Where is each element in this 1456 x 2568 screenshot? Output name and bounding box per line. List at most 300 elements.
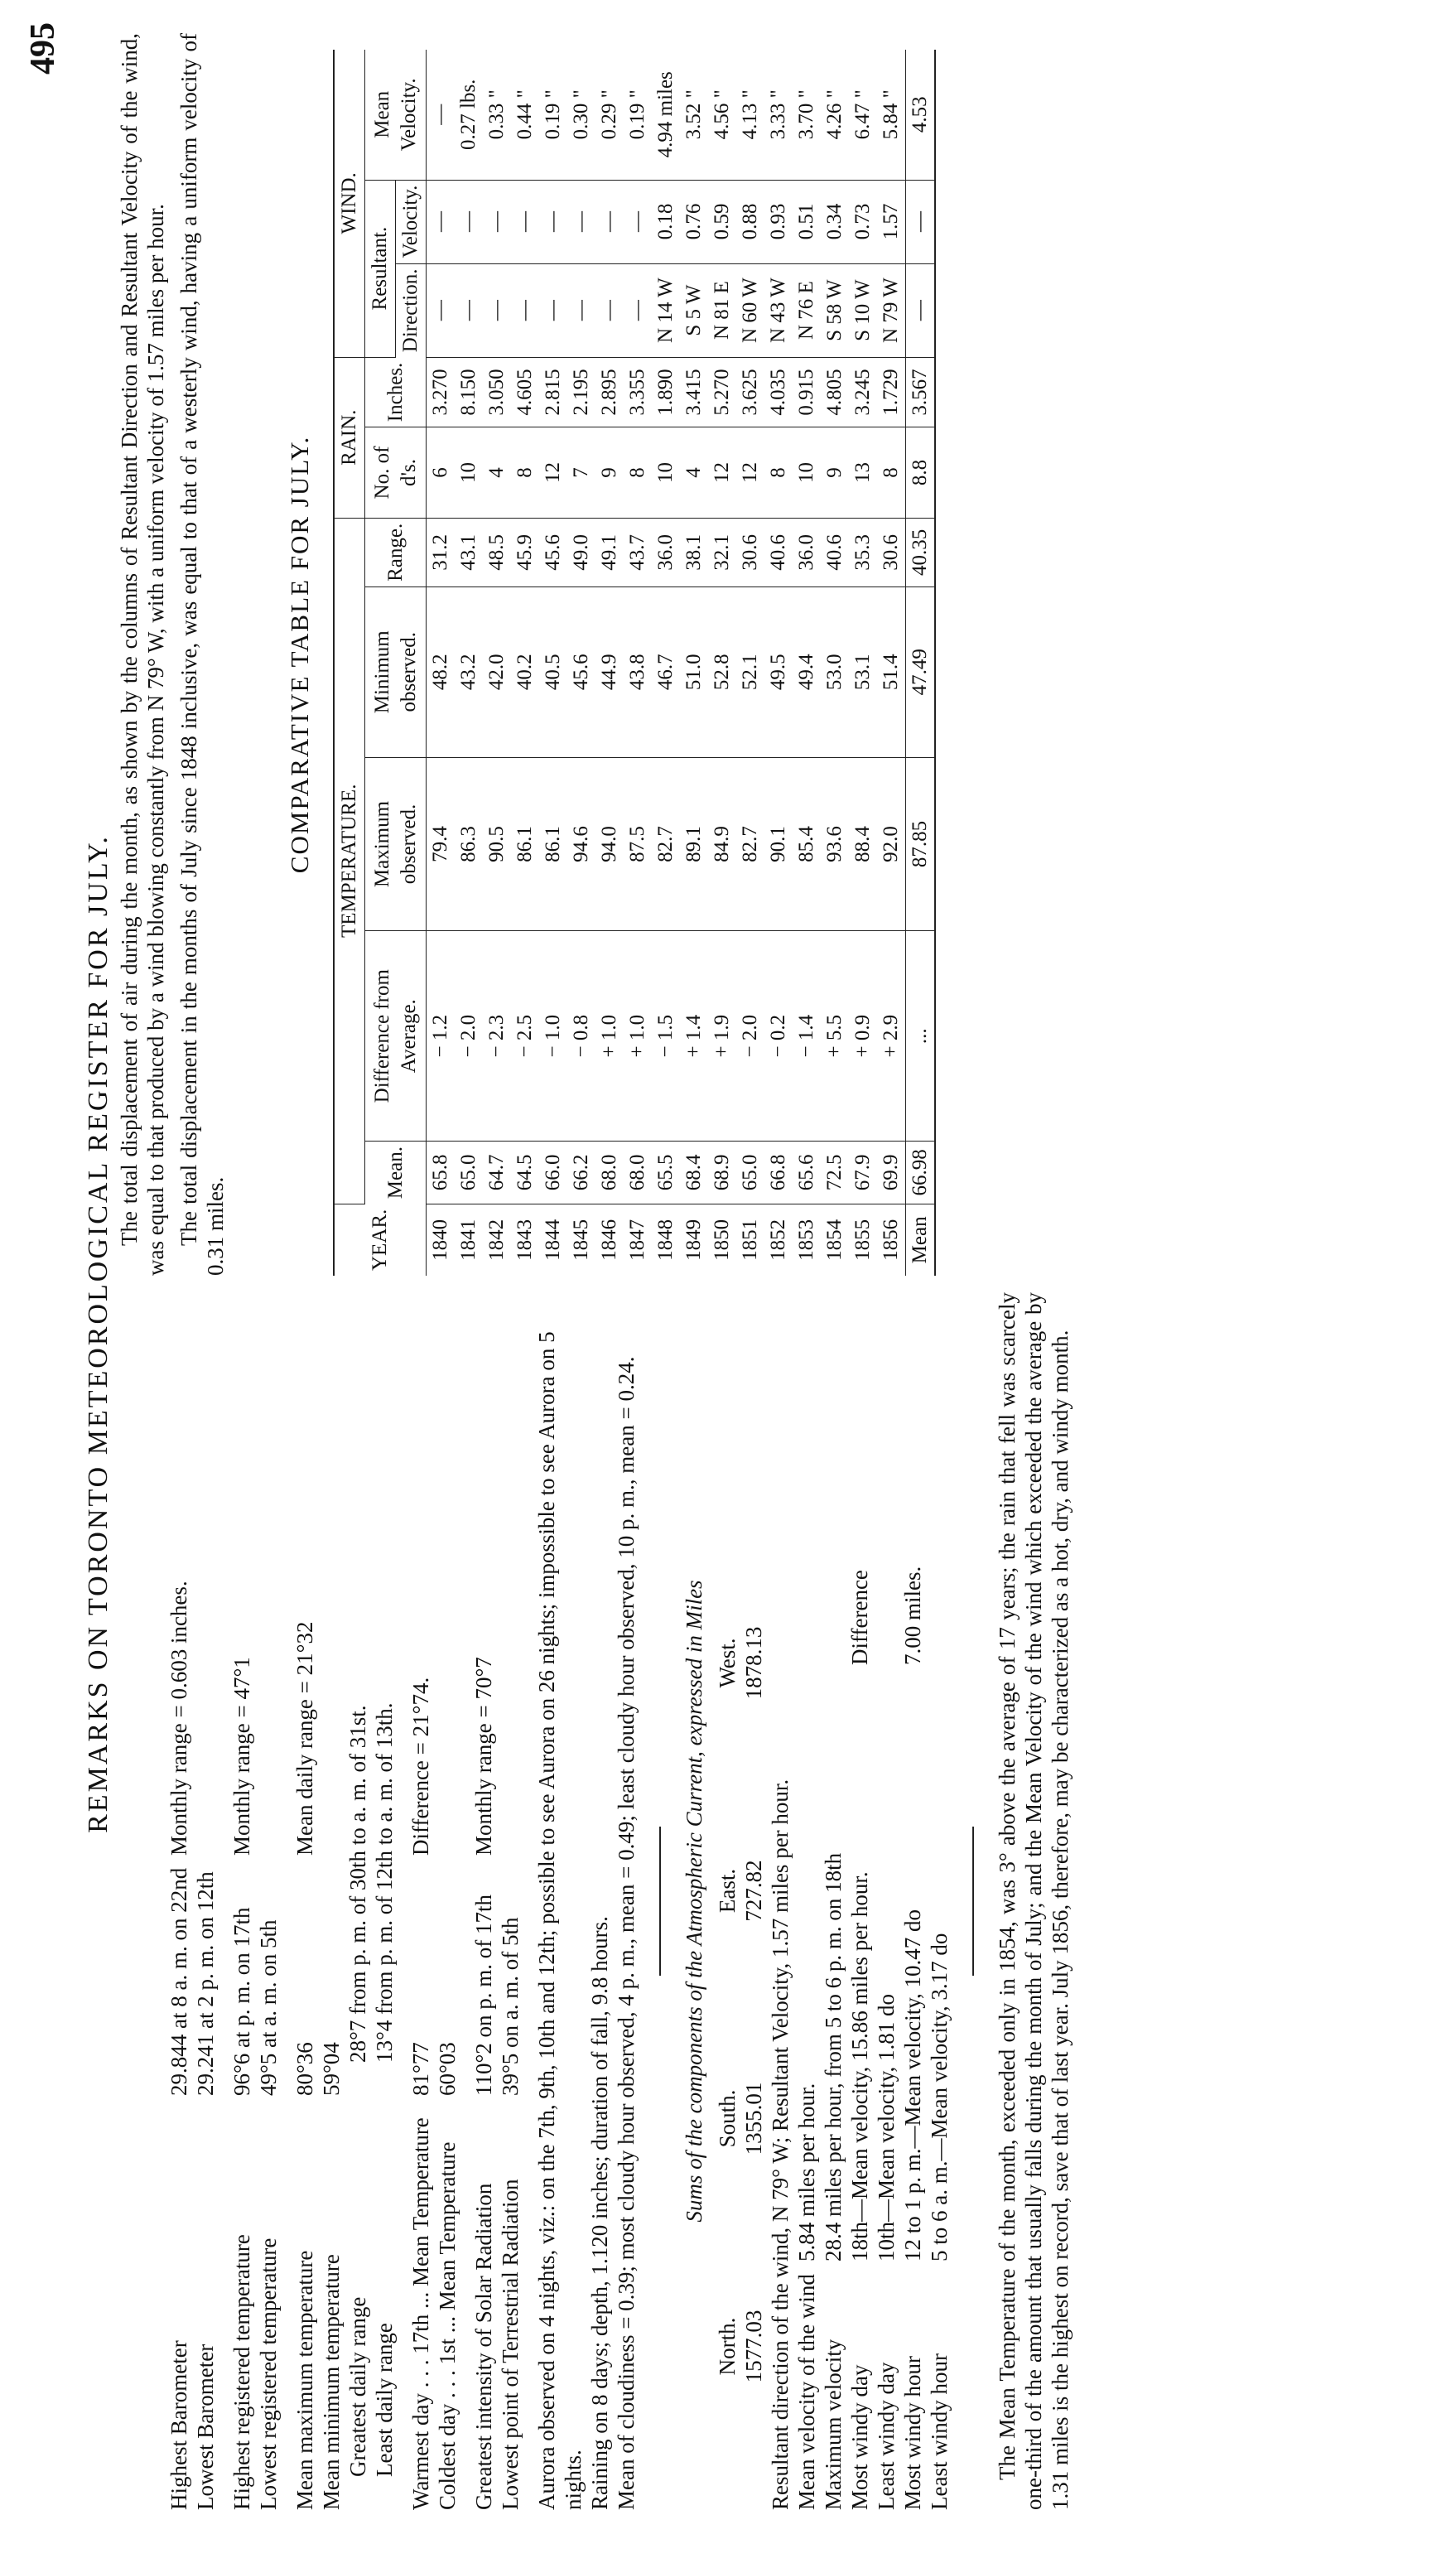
cell-diff: − 0.8 [567, 931, 595, 1142]
cell-mvel: 3.52 " [680, 50, 708, 180]
cell-diff: + 5.5 [821, 931, 849, 1142]
cell-mean: 68.9 [708, 1142, 736, 1204]
cell-dir: N 76 E [793, 263, 821, 357]
cell-mean: 65.8 [427, 1142, 456, 1204]
cell-days: 4 [483, 427, 511, 519]
cell-diff: − 0.2 [764, 931, 793, 1142]
comparative-table [333, 50, 936, 1276]
table-title: COMPARATIVE TABLE FOR JULY. [285, 435, 314, 874]
sums-heading: Sums of the components of the Atmospheric Current, expressed in Miles [682, 1580, 706, 2223]
cell-vel: 0.73 [849, 180, 877, 263]
cell-min: 52.1 [736, 586, 764, 757]
header-resultant: Resultant. [365, 180, 396, 357]
cell-inches: 1.890 [652, 357, 680, 427]
table-row [821, 50, 849, 1276]
page-number: 495 [24, 22, 62, 75]
table-row [539, 50, 567, 1276]
left-column [166, 1292, 1073, 2510]
divider [659, 1827, 661, 1976]
header-max: Maximum observed. [365, 757, 427, 931]
cell-max: 85.4 [793, 757, 821, 931]
cell-year: 1846 [598, 1219, 620, 1261]
table-row [427, 50, 456, 1276]
header-inches: Inches. [365, 357, 427, 427]
cell-year: 1852 [767, 1219, 789, 1261]
cell-inches: 4.035 [764, 357, 793, 427]
table-row [877, 50, 906, 1276]
cell-days: 8 [764, 427, 793, 519]
cell-days: 13 [849, 427, 877, 519]
cell-max: 93.6 [821, 757, 849, 931]
cell-inches: 3.270 [427, 357, 456, 427]
cell-days: 8 [624, 427, 652, 519]
cell-max: 86.1 [539, 757, 567, 931]
sums-value-west: 1878.13 [741, 1626, 766, 1700]
header-mean: Mean. [365, 1142, 427, 1204]
table-mean-row [906, 50, 936, 1276]
cell-mvel: 3.33 " [764, 50, 793, 180]
cell-mvel: 4.13 " [736, 50, 764, 180]
cell-dir: S 5 W [680, 263, 708, 357]
header-mean-velocity: Mean Velocity. [365, 50, 427, 180]
cell-inches: 5.270 [708, 357, 736, 427]
cell-year: 1847 [626, 1219, 648, 1261]
cell-inches: 0.915 [793, 357, 821, 427]
cell-range: 32.1 [708, 518, 736, 586]
cell-days: 12 [708, 427, 736, 519]
cell-dir: — [483, 263, 511, 357]
cell-max: 87.5 [624, 757, 652, 931]
sums-label-east: East. [715, 1868, 740, 1914]
cell-inches: 2.815 [539, 357, 567, 427]
cell-days: 7 [567, 427, 595, 519]
sums-label-north: North. [715, 2317, 740, 2376]
cell-days: 4 [680, 427, 708, 519]
cell-year: 1855 [851, 1219, 874, 1261]
header-wind: WIND. [334, 50, 365, 357]
cell-mvel: 3.70 " [793, 50, 821, 180]
stat-label: Lowest point of Terrestrial Radiation [498, 2179, 523, 2510]
cell-vel: — [455, 180, 483, 263]
cell-vel: 0.88 [736, 180, 764, 263]
cell-min: 40.5 [539, 586, 567, 757]
table-row [652, 50, 680, 1276]
cell-mean: 66.8 [764, 1142, 793, 1204]
cell-vel: — [427, 180, 456, 263]
cell-diff: − 2.0 [455, 931, 483, 1142]
divider [972, 1827, 974, 1976]
cell-mvel: 0.29 " [595, 50, 624, 180]
cell-min: 51.0 [680, 586, 708, 757]
stat-value: 81°77 [408, 2042, 433, 2096]
stat-value: 28°7 from p. m. of 30th to a. m. of 31st. [345, 1705, 370, 2063]
cell-dir: N 79 W [877, 263, 906, 357]
cell-mean: 68.0 [595, 1142, 624, 1204]
right-column [116, 33, 936, 1276]
cell-mean: 65.0 [455, 1142, 483, 1204]
stat-value: 29.844 at 8 a. m. on 22nd [166, 1867, 191, 2096]
stat-bracket: Difference = 21°74. [408, 1677, 433, 1856]
wind-value: 18th—Mean velocity, 15.86 miles per hour. [847, 1871, 872, 2261]
cell-range: 43.1 [455, 518, 483, 586]
cell-year: 1849 [682, 1219, 705, 1261]
cell-range: 31.2 [427, 518, 456, 586]
cell-max: 88.4 [849, 757, 877, 931]
wind-value: 5 to 6 a. m.—Mean velocity, 3.17 do [927, 1933, 952, 2261]
cell-days: 6 [427, 427, 456, 519]
cell-mean: 68.0 [624, 1142, 652, 1204]
wind-bracket: Difference [847, 1570, 872, 1665]
cell-mvel: 0.19 " [539, 50, 567, 180]
mean-cell-max: 87.85 [906, 757, 936, 931]
cell-max: 94.0 [595, 757, 624, 931]
cell-year: 1845 [570, 1219, 592, 1261]
table-row [680, 50, 708, 1276]
cell-mvel: 0.44 " [511, 50, 539, 180]
cell-inches: 3.415 [680, 357, 708, 427]
wind-label: Most windy day [847, 2364, 872, 2510]
cell-diff: − 1.2 [427, 931, 456, 1142]
stat-row [229, 1292, 255, 2510]
wind-label: Mean velocity of the wind [794, 2274, 819, 2510]
cell-vel: 0.93 [764, 180, 793, 263]
cell-year: 1841 [457, 1219, 480, 1261]
table-row [511, 50, 539, 1276]
cell-range: 35.3 [849, 518, 877, 586]
cell-dir: — [595, 263, 624, 357]
wind-bracket: 7.00 miles. [900, 1566, 925, 1665]
stat-row [371, 1292, 398, 2510]
header-year: YEAR. [334, 1204, 427, 1276]
cell-diff: + 2.9 [877, 931, 906, 1142]
wind-label: Least windy day [874, 2362, 899, 2510]
stat-value: 13°4 from p. m. of 12th to a. m. of 13th. [372, 1702, 397, 2063]
cell-diff: − 2.0 [736, 931, 764, 1142]
cell-dir: N 43 W [764, 263, 793, 357]
displacement-paragraph-1: The total displacement of air during the month, as shown by the columns of Resultant Direction and Resultant Velocity of the wind, was equal to that produced by a wind blowing constantly from N 79° W, with a uniform velocity of 1.57 miles per hour. [117, 33, 168, 1276]
aurora-text: Aurora observed on 4 nights, viz.: on the 7th, 9th, 10th and 12th; possible to see Aurora on 26 nights; impossible to see Aurora on 5 nights. [534, 1331, 586, 2510]
cell-dir: — [427, 263, 456, 357]
cell-inches: 3.245 [849, 357, 877, 427]
cell-inches: 8.150 [455, 357, 483, 427]
table-row [764, 50, 793, 1276]
cell-mvel: 4.26 " [821, 50, 849, 180]
cell-max: 89.1 [680, 757, 708, 931]
stat-row [345, 1292, 371, 2510]
cell-diff: − 2.5 [511, 931, 539, 1142]
cell-min: 49.5 [764, 586, 793, 757]
stat-label: Greatest daily range [345, 2296, 370, 2477]
cell-mvel: 0.27 lbs. [455, 50, 483, 180]
cell-days: 12 [736, 427, 764, 519]
cell-range: 49.1 [595, 518, 624, 586]
wind-row [793, 1292, 820, 2510]
cell-mean: 64.7 [483, 1142, 511, 1204]
table-row [455, 50, 483, 1276]
cell-dir: S 58 W [821, 263, 849, 357]
stat-label: Lowest registered temperature [256, 2237, 281, 2510]
stat-row [292, 1292, 318, 2510]
cell-vel: 0.18 [652, 180, 680, 263]
stat-value: 110°2 on p. m. of 17th [471, 1894, 496, 2096]
cell-mvel: 4.56 " [708, 50, 736, 180]
cell-vel: — [539, 180, 567, 263]
cell-min: 40.2 [511, 586, 539, 757]
cell-vel: 0.51 [793, 180, 821, 263]
cell-mvel: 5.84 " [877, 50, 906, 180]
table-row [708, 50, 736, 1276]
stat-value: 80°36 [292, 2042, 317, 2096]
cell-year: 1856 [880, 1219, 902, 1261]
mean-cell-dir: — [906, 263, 936, 357]
header-direction: Direction. [396, 263, 427, 357]
cell-mean: 67.9 [849, 1142, 877, 1204]
stat-bracket: Monthly range = 47°1 [229, 1657, 254, 1856]
cell-vel: — [511, 180, 539, 263]
cell-vel: 0.34 [821, 180, 849, 263]
wind-label: Least windy hour [927, 2353, 952, 2510]
header-velocity: Velocity. [396, 180, 427, 263]
cell-diff: − 1.5 [652, 931, 680, 1142]
cell-dir: — [455, 263, 483, 357]
cell-min: 44.9 [595, 586, 624, 757]
wind-row [820, 1292, 846, 2510]
cell-range: 36.0 [793, 518, 821, 586]
cell-max: 94.6 [567, 757, 595, 931]
sums-label-west: West. [715, 1638, 740, 1688]
stat-label: Warmest day . . . 17th ... Mean Temperature [408, 2117, 433, 2510]
header-range: Range. [365, 518, 427, 586]
mean-cell-mean: 66.98 [906, 1142, 936, 1204]
mean-cell-mvel: 4.53 [906, 50, 936, 180]
cell-diff: − 1.4 [793, 931, 821, 1142]
cell-range: 40.6 [821, 518, 849, 586]
cell-vel: — [595, 180, 624, 263]
table-row [736, 50, 764, 1276]
wind-row [899, 1292, 926, 2510]
cell-diff: + 1.4 [680, 931, 708, 1142]
cell-year: 1840 [429, 1219, 451, 1261]
stat-label: Greatest intensity of Solar Radiation [471, 2183, 496, 2510]
mean-cell-min: 47.49 [906, 586, 936, 757]
stat-label: Coldest day . . . 1st ... Mean Temperature [435, 2141, 460, 2510]
cell-min: 43.8 [624, 586, 652, 757]
sums-value-south: 1355.01 [741, 2082, 766, 2155]
cell-range: 40.6 [764, 518, 793, 586]
cell-range: 30.6 [877, 518, 906, 586]
wind-label: Most windy hour [900, 2355, 925, 2510]
stat-value: 39°5 on a. m. of 5th [498, 1917, 523, 2096]
cell-diff: + 1.0 [595, 931, 624, 1142]
cell-min: 52.8 [708, 586, 736, 757]
stat-label: Mean maximum temperature [292, 2250, 317, 2510]
cell-max: 92.0 [877, 757, 906, 931]
wind-value: 28.4 miles per hour, from 5 to 6 p. m. on 18th [821, 1852, 846, 2261]
stat-value: 49°5 at a. m. on 5th [256, 1919, 281, 2096]
cell-diff: + 1.9 [708, 931, 736, 1142]
cell-year: 1848 [654, 1219, 677, 1261]
cell-mean: 65.0 [736, 1142, 764, 1204]
cell-range: 43.7 [624, 518, 652, 586]
stat-row [434, 1292, 460, 2510]
cell-year: 1842 [485, 1219, 508, 1261]
stat-value: 29.241 at 2 p. m. on 12th [193, 1871, 218, 2096]
cell-vel: 0.59 [708, 180, 736, 263]
cell-year: 1844 [542, 1219, 564, 1261]
cell-max: 82.7 [736, 757, 764, 931]
table-row [483, 50, 511, 1276]
cell-days: 10 [455, 427, 483, 519]
cell-min: 46.7 [652, 586, 680, 757]
mean-cell-vel: — [906, 180, 936, 263]
stat-row [318, 1292, 345, 2510]
cell-dir: S 10 W [849, 263, 877, 357]
cell-diff: − 1.0 [539, 931, 567, 1142]
table-body [427, 50, 936, 1276]
table-row [624, 50, 652, 1276]
cell-mvel: 0.33 " [483, 50, 511, 180]
cell-range: 30.6 [736, 518, 764, 586]
raining-text: Raining on 8 days; depth, 1.120 inches; duration of fall, 9.8 hours. [587, 1916, 612, 2510]
cell-days: 10 [652, 427, 680, 519]
stat-label: Highest registered temperature [229, 2234, 254, 2510]
sums-label-south: South. [715, 2089, 740, 2148]
stat-row [255, 1292, 282, 2510]
cell-mean: 65.6 [793, 1142, 821, 1204]
cell-dir: — [567, 263, 595, 357]
cell-days: 8 [877, 427, 906, 519]
stat-label: Least daily range [372, 2323, 397, 2477]
stat-row [470, 1292, 497, 2510]
cell-min: 45.6 [567, 586, 595, 757]
cell-range: 38.1 [680, 518, 708, 586]
cell-min: 49.4 [793, 586, 821, 757]
cloudiness-text: Mean of cloudiness = 0.39; most cloudy hour observed, 4 p. m., mean = 0.49; least cloudy hour observed, 10 p. m., mean = 0.24. [614, 1356, 639, 2510]
spacer [398, 1292, 407, 2510]
mean-cell-diff: ... [906, 931, 936, 1142]
cell-days: 9 [595, 427, 624, 519]
wind-value: 10th—Mean velocity, 1.81 do [874, 1994, 899, 2261]
displacement-paragraph-2: The total displacement in the months of July since 1848 inclusive, was equal to that of a westerly wind, having a uniform velocity of 0.31 miles. [176, 33, 228, 1276]
table-row [793, 50, 821, 1276]
stat-row [192, 1292, 219, 2510]
mean-cell-days: 8.8 [906, 427, 936, 519]
cell-dir: N 81 E [708, 263, 736, 357]
cell-min: 48.2 [427, 586, 456, 757]
header-days: No. of d's. [365, 427, 427, 519]
cell-range: 48.5 [483, 518, 511, 586]
table-row [849, 50, 877, 1276]
cell-vel: — [624, 180, 652, 263]
cell-mean: 68.4 [680, 1142, 708, 1204]
wind-label: Maximum velocity [821, 2339, 846, 2510]
stat-row [497, 1292, 523, 2510]
cell-year: 1850 [711, 1219, 733, 1261]
cell-days: 10 [793, 427, 821, 519]
stat-bracket: Monthly range = 0.603 inches. [166, 1581, 191, 1856]
table-row [567, 50, 595, 1276]
cell-vel: 1.57 [877, 180, 906, 263]
cell-diff: + 0.9 [849, 931, 877, 1142]
stat-row [166, 1292, 192, 2510]
cell-year: 1853 [795, 1219, 817, 1261]
header-difference: Difference from Average. [365, 931, 427, 1142]
cell-max: 86.3 [455, 757, 483, 931]
wind-value: 5.84 miles per hour. [794, 2083, 819, 2261]
cell-min: 53.0 [821, 586, 849, 757]
stat-value: 60°03 [435, 2042, 460, 2096]
cell-days: 9 [821, 427, 849, 519]
wind-row [846, 1292, 873, 2510]
cell-max: 86.1 [511, 757, 539, 931]
spacer [282, 1292, 292, 2510]
cell-mvel: 0.30 " [567, 50, 595, 180]
stat-bracket: Monthly range = 70°7 [471, 1657, 496, 1856]
cell-dir: N 60 W [736, 263, 764, 357]
stat-bracket: Mean daily range = 21°32 [292, 1621, 317, 1856]
wind-row [926, 1292, 952, 2510]
cell-vel: — [483, 180, 511, 263]
stat-label: Highest Barometer [166, 2340, 191, 2510]
cell-max: 79.4 [427, 757, 456, 931]
cell-year: 1843 [513, 1219, 536, 1261]
mean-cell-year: Mean [906, 1204, 936, 1276]
cell-mean: 72.5 [821, 1142, 849, 1204]
cell-max: 90.1 [764, 757, 793, 931]
cell-vel: 0.76 [680, 180, 708, 263]
stat-value: 96°6 at p. m. on 17th [229, 1907, 254, 2096]
cell-inches: 4.605 [511, 357, 539, 427]
cell-mean: 66.0 [539, 1142, 567, 1204]
cell-year: 1854 [823, 1219, 846, 1261]
cell-mean: 64.5 [511, 1142, 539, 1204]
cell-max: 82.7 [652, 757, 680, 931]
cell-min: 53.1 [849, 586, 877, 757]
spacer [460, 1292, 470, 2510]
sums-grid [714, 1549, 767, 2460]
cell-min: 42.0 [483, 586, 511, 757]
cell-year: 1851 [739, 1219, 761, 1261]
cell-mvel: — [427, 50, 456, 180]
mean-cell-inches: 3.567 [906, 357, 936, 427]
stat-value: 59°04 [319, 2042, 344, 2096]
cell-dir: — [624, 263, 652, 357]
header-rain: RAIN. [334, 357, 365, 518]
page-title: REMARKS ON TORONTO METEOROLOGICAL REGISTER FOR JULY. [83, 834, 113, 1833]
cell-days: 8 [511, 427, 539, 519]
stat-label: Mean minimum temperature [319, 2254, 344, 2510]
closing-paragraph: The Mean Temperature of the month, exceeded only in 1854, was 3° above the average of 17 years; the rain that fell was scarcely one-third of the amount that usually falls during the month of July; and the Mean Velocity of the wind which exceeded the average by 1.31 miles is the highest on record, save that of last year. July 1856, therefore, may be characterized as a hot, dry, and windy month. [995, 1292, 1073, 2510]
cell-mean: 69.9 [877, 1142, 906, 1204]
wind-row [873, 1292, 899, 2510]
cell-dir: — [539, 263, 567, 357]
cell-mvel: 0.19 " [624, 50, 652, 180]
cell-inches: 3.050 [483, 357, 511, 427]
cell-diff: + 1.0 [624, 931, 652, 1142]
sums-value-north: 1577.03 [741, 2310, 766, 2383]
cell-mvel: 6.47 " [849, 50, 877, 180]
cell-range: 45.9 [511, 518, 539, 586]
cell-dir: — [511, 263, 539, 357]
cell-inches: 1.729 [877, 357, 906, 427]
wind-value: 12 to 1 p. m.—Mean velocity, 10.47 do [900, 1909, 925, 2261]
cell-range: 49.0 [567, 518, 595, 586]
stats-list [166, 1292, 523, 2510]
cell-days: 12 [539, 427, 567, 519]
mean-cell-range: 40.35 [906, 518, 936, 586]
cell-min: 51.4 [877, 586, 906, 757]
cell-max: 90.5 [483, 757, 511, 931]
